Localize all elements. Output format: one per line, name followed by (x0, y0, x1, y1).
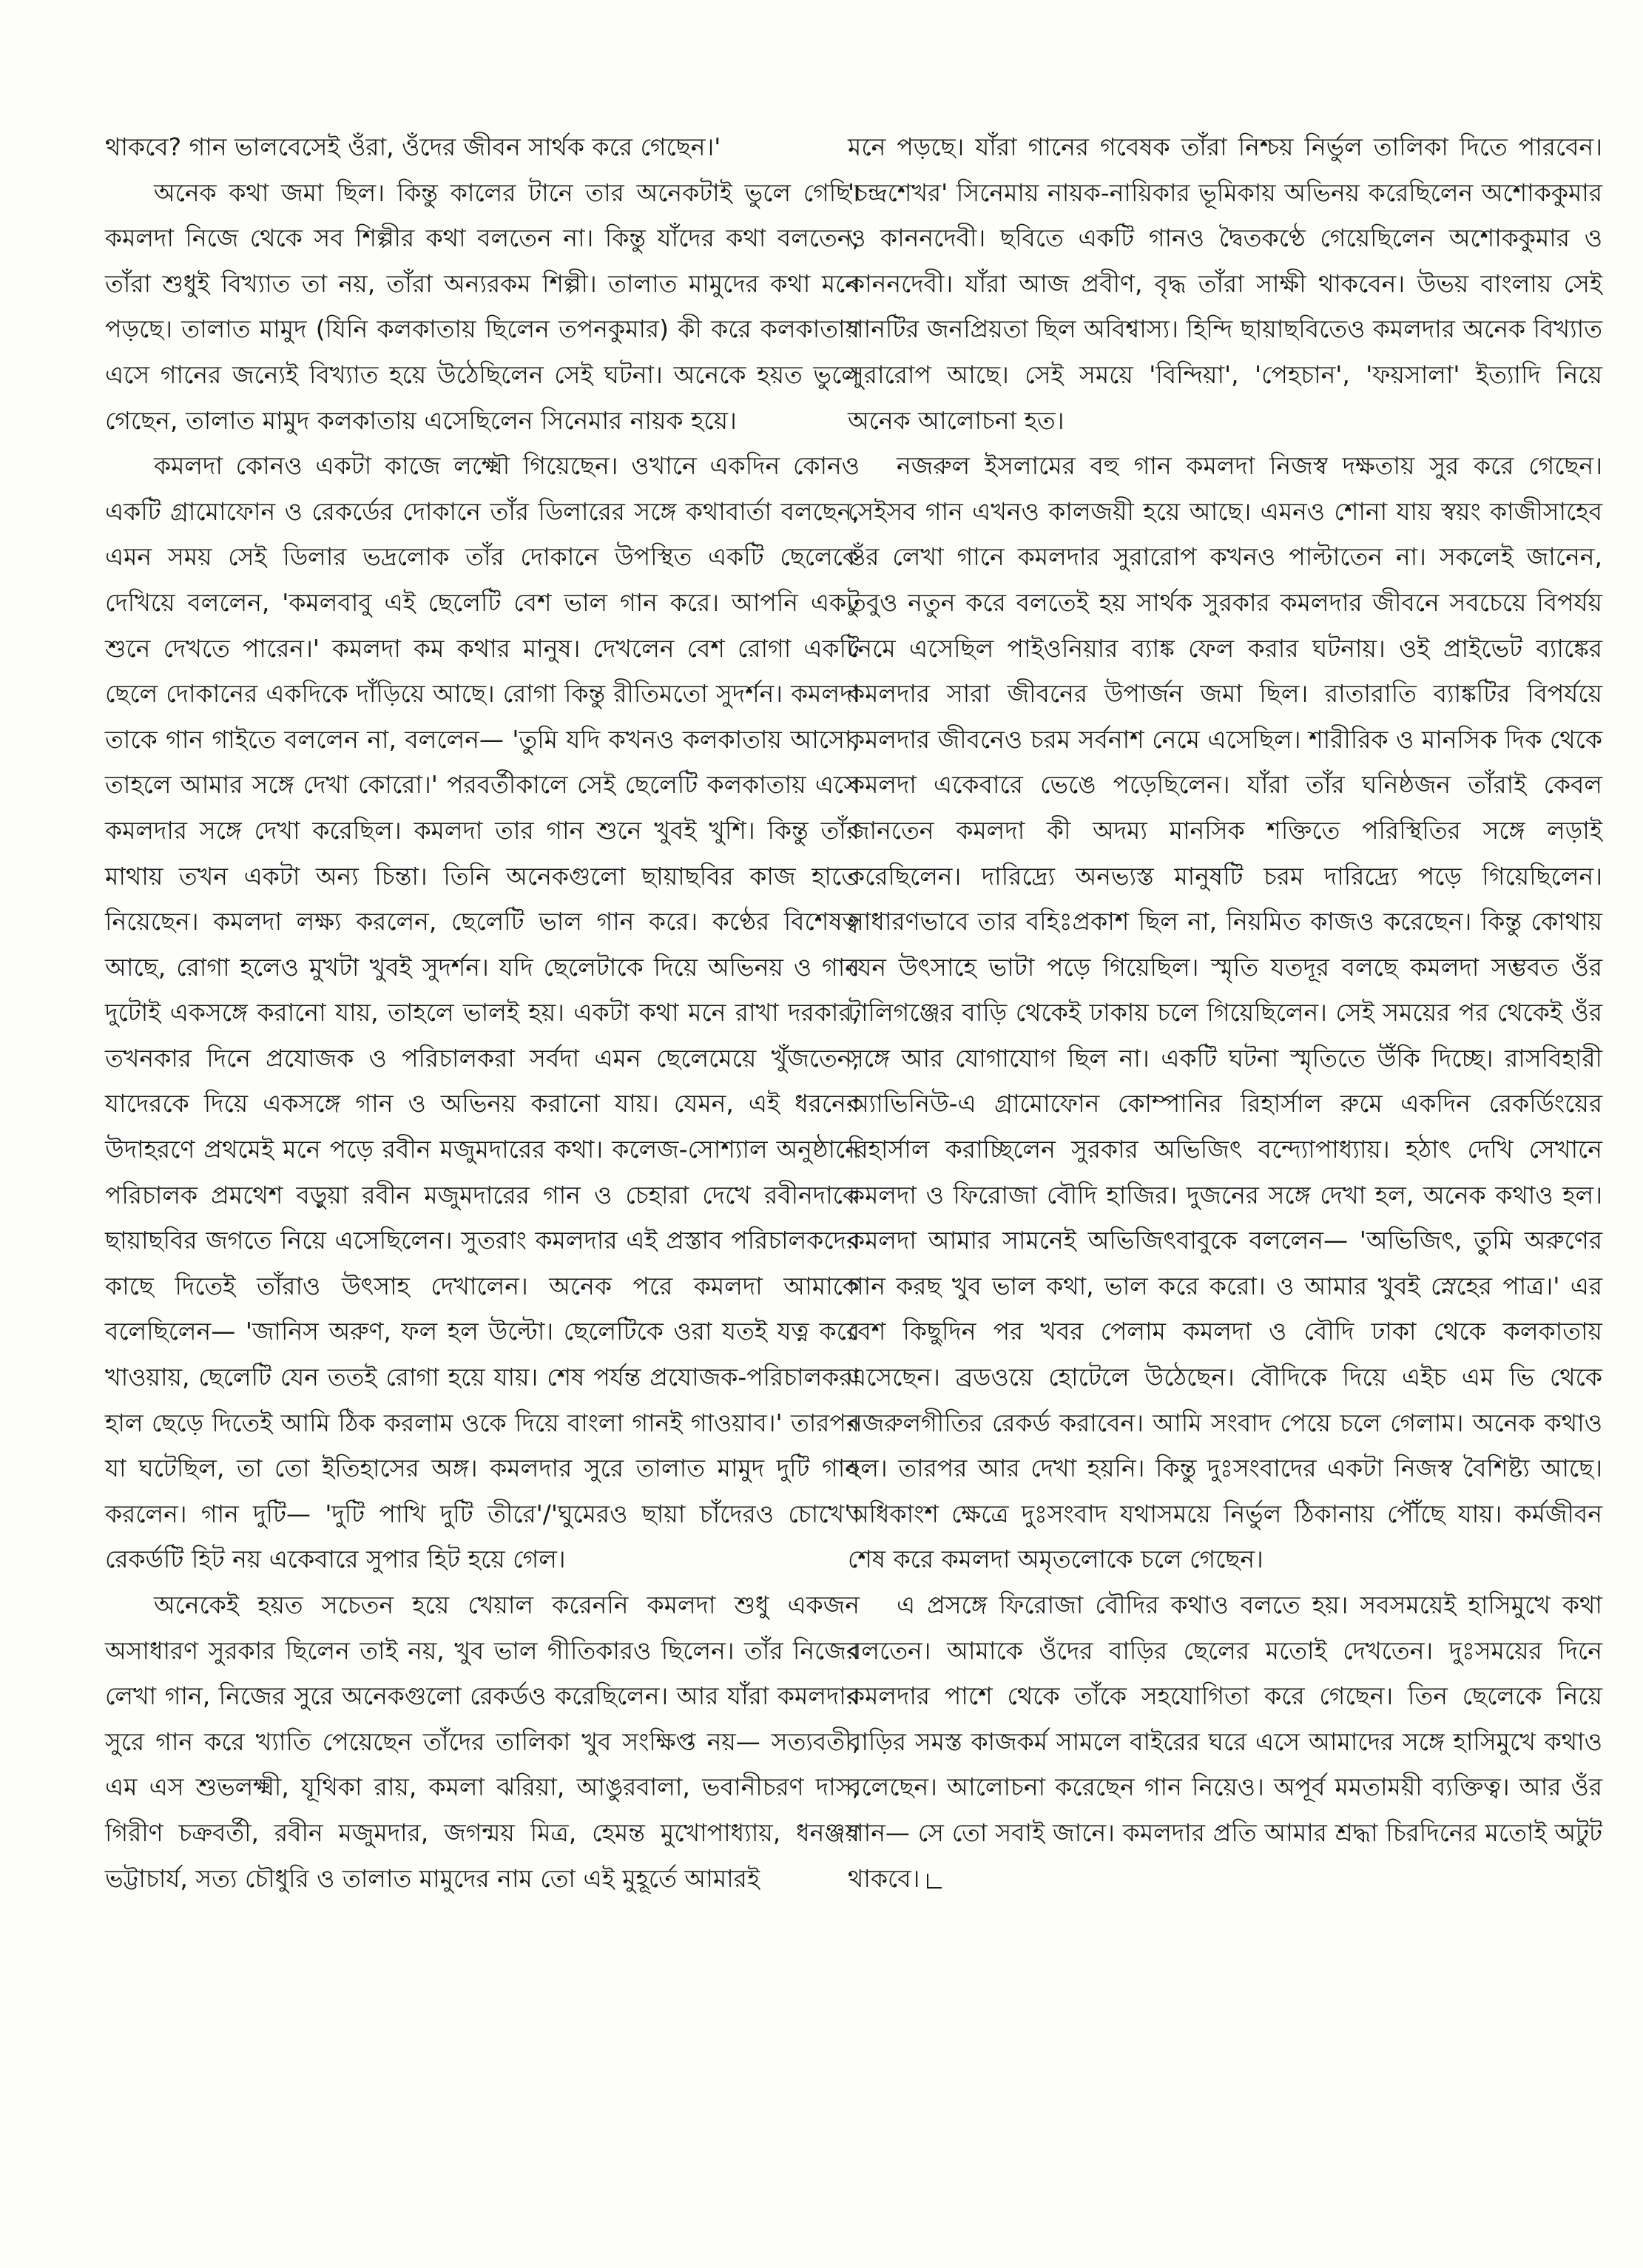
paragraph-text: এ প্রসঙ্গে ফিরোজা বৌদির কথাও বলতে হয়। সবসময়েই হাসিমুখে কথা বলতেন। আমাকে ওঁদের বাড়ির ছেলের মতোই দেখতেন। দুঃসময়ের দিনে কমলদার পাশে থেকে তাঁকে সহযোগিতা করে গেছেন। তিন ছেলেকে নিয়ে বাড়ির সমস্ত কাজকর্ম সামলে বাইরের ঘরে এসে আমাদের সঙ্গে হাসিমুখে কথাও বলেছেন। আলোচনা করেছেন গান নিয়েও। অপূর্ব মমতাময়ী ব্যক্তিত্ব। আর ওঁর গান— সে তো সবাই জানে। কমলদার প্রতি আমার শ্রদ্ধা চিরদিনের মতোই অটুট থাকবে। (848, 1590, 1602, 1893)
paragraph: মনে পড়ছে। যাঁরা গানের গবেষক তাঁরা নিশ্চয় নির্ভুল তালিকা দিতে পারবেন। 'চন্দ্রশেখর' সিনেমায় নায়ক-নায়িকার ভূমিকায় অভিনয় করেছিলেন অশোককুমার ও কাননদেবী। ছবিতে একটি গানও দ্বৈতকণ্ঠে গেয়েছিলেন অশোককুমার ও কাননদেবী। যাঁরা আজ প্রবীণ, বৃদ্ধ তাঁরা সাক্ষী থাকবেন। উভয় বাংলায় সেই গানটির জনপ্রিয়তা ছিল অবিশ্বাস্য। হিন্দি ছায়াছবিতেও কমলদার অনেক বিখ্যাত সুরারোপ আছে। সেই সময়ে 'বিন্দিয়া', 'পেহচান', 'ফয়সালা' ইত্যাদি নিয়ে অনেক আলোচনা হত। (848, 132, 1602, 435)
left-column (105, 124, 860, 1901)
paragraph: অনেক কথা জমা ছিল। কিন্তু কালের টানে তার অনেকটাই ভুলে গেছি। কমলদা নিজে থেকে সব শিল্পীর কথা বলতেন না। কিন্তু যাঁদের কথা বলতেন, তাঁরা শুধুই বিখ্যাত তা নয়, তাঁরা অন্যরকম শিল্পী। তালাত মামুদের কথা মনে পড়ছে। তালাত মামুদ (যিনি কলকাতায় ছিলেন তপনকুমার) কী করে কলকাতায় এসে গানের জন্যেই বিখ্যাত হয়ে উঠেছিলেন সেই ঘটনা। অনেকে হয়ত ভুলে গেছেন, তালাত মামুদ কলকাতায় এসেছিলেন সিনেমার নায়ক হয়ে। (105, 178, 860, 435)
end-of-article-mark (927, 1874, 942, 1889)
right-column (848, 124, 1602, 1901)
paragraph: থাকবে? গান ভালবেসেই ওঁরা, ওঁদের জীবন সার্থক করে গেছেন।' (105, 132, 721, 161)
paragraph: কমলদা কোনও একটা কাজে লক্ষ্মৌ গিয়েছেন। ওখানে একদিন কোনও একটি গ্রামোফোন ও রেকর্ডের দোকানে তাঁর ডিলারের সঙ্গে কথাবার্তা বলছেন, এমন সময় সেই ডিলার ভদ্রলোক তাঁর দোকানে উপস্থিত একটি ছেলেকে দেখিয়ে বললেন, 'কমলবাবু এই ছেলেটি বেশ ভাল গান করে। আপনি একটু শুনে দেখতে পারেন।' কমলদা কম কথার মানুষ। দেখলেন বেশ রোগা একটি ছেলে দোকানের একদিকে দাঁড়িয়ে আছে। রোগা কিন্তু রীতিমতো সুদর্শন। কমলদা তাকে গান গাইতে বললেন না, বললেন— 'তুমি যদি কখনও কলকাতায় আসো, তাহলে আমার সঙ্গে দেখা কোরো।' পরবর্তীকালে সেই ছেলেটি কলকাতায় এসে কমলদার সঙ্গে দেখা করেছিল। কমলদা তার গান শুনে খুবই খুশি। কিন্তু তাঁর মাথায় তখন একটা অন্য চিন্তা। তিনি অনেকগুলো ছায়াছবির কাজ হাতে নিয়েছেন। কমলদা লক্ষ্য করলেন, ছেলেটি ভাল গান করে। কণ্ঠের বিশেষত্ব আছে, রোগা হলেও মুখটা খুবই সুদর্শন। যদি ছেলেটাকে দিয়ে অভিনয় ও গান দুটোই একসঙ্গে করানো যায়, তাহলে ভালই হয়। একটা কথা মনে রাখা দরকার, তখনকার দিনে প্রযোজক ও পরিচালকরা সর্বদা এমন ছেলেমেয়ে খুঁজতেন, যাদেরকে দিয়ে একসঙ্গে গান ও অভিনয় করানো যায়। যেমন, এই ধরনের উদাহরণে প্রথমেই মনে পড়ে রবীন মজুমদারের কথা। কলেজ-সোশ্যাল অনুষ্ঠানে পরিচালক প্রমথেশ বড়ুয়া রবীন মজুমদারের গান ও চেহারা দেখে রবীনদাকে ছায়াছবির জগতে নিয়ে এসেছিলেন। সুতরাং কমলদার এই প্রস্তাব পরিচালকদের কাছে দিতেই তাঁরাও উৎসাহ দেখালেন। অনেক পরে কমলদা আমাকে বলেছিলেন— 'জানিস অরুণ, ফল হল উল্টো। ছেলেটিকে ওরা যতই যত্ন করে খাওয়ায়, ছেলেটি যেন ততই রোগা হয়ে যায়। শেষ পর্যন্ত প্রযোজক-পরিচালকরা হাল ছেড়ে দিতেই আমি ঠিক করলাম ওকে দিয়ে বাংলা গানই গাওয়াব।' তারপর যা ঘটেছিল, তা তো ইতিহাসের অঙ্গ। কমলদার সুরে তালাত মামুদ দুটি গান করলেন। গান দুটি— 'দুটি পাখি দুটি তীরে'/'ঘুমেরও ছায়া চাঁদেরও চোখে'। রেকর্ডটি হিট নয় একেবারে সুপার হিট হয়ে গেল। (105, 451, 860, 1574)
paragraph: অনেকেই হয়ত সচেতন হয়ে খেয়াল করেননি কমলদা শুধু একজন অসাধারণ সুরকার ছিলেন তাই নয়, খুব ভাল গীতিকারও ছিলেন। তাঁর নিজের লেখা গান, নিজের সুরে অনেকগুলো রেকর্ডও করেছিলেন। আর যাঁরা কমলদার সুরে গান করে খ্যাতি পেয়েছেন তাঁদের তালিকা খুব সংক্ষিপ্ত নয়— সত্যবতী, এম এস শুভলক্ষ্মী, যূথিকা রায়, কমলা ঝরিয়া, আঙুরবালা, ভবানীচরণ দাস, গিরীণ চক্রবর্তী, রবীন মজুমদার, জগন্ময় মিত্র, হেমন্ত মুখোপাধ্যায়, ধনঞ্জয় ভট্টাচার্য, সত্য চৌধুরি ও তালাত মামুদের নাম তো এই মুহূর্তে আমারই (105, 1590, 860, 1893)
paragraph: নজরুল ইসলামের বহু গান কমলদা নিজস্ব দক্ষতায় সুর করে গেছেন। সেইসব গান এখনও কালজয়ী হয়ে আছে। এমনও শোনা যায় স্বয়ং কাজীসাহেব ওঁর লেখা গানে কমলদার সুরারোপ কখনও পাল্টাতেন না। সকলেই জানেন, তবুও নতুন করে বলতেই হয় সার্থক সুরকার কমলদার জীবনে সবচেয়ে বিপর্যয় নেমে এসেছিল পাইওনিয়ার ব্যাঙ্ক ফেল করার ঘটনায়। ওই প্রাইভেট ব্যাঙ্কের কমলদার সারা জীবনের উপার্জন জমা ছিল। রাতারাতি ব্যাঙ্কটির বিপর্যয়ে কমলদার জীবনেও চরম সর্বনাশ নেমে এসেছিল। শারীরিক ও মানসিক দিক থেকে কমলদা একেবারে ভেঙে পড়েছিলেন। যাঁরা তাঁর ঘনিষ্ঠজন তাঁরাই কেবল জানতেন কমলদা কী অদম্য মানসিক শক্তিতে পরিস্থিতির সঙ্গে লড়াই করেছিলেন। দারিদ্র্যে অনভ্যস্ত মানুষটি চরম দারিদ্র্যে পড়ে গিয়েছিলেন। সাধারণভাবে তার বহিঃপ্রকাশ ছিল না, নিয়মিত কাজও করেছেন। কিন্তু কোথায় যেন উৎসাহে ভাটা পড়ে গিয়েছিল। স্মৃতি যতদূর বলছে কমলদা সম্ভবত ওঁর টালিগঞ্জের বাড়ি থেকেই ঢাকায় চলে গিয়েছিলেন। সেই সময়ের পর থেকেই ওঁর সঙ্গে আর যোগাযোগ ছিল না। একটি ঘটনা স্মৃতিতে উঁকি দিচ্ছে। রাসবিহারী অ্যাভিনিউ-এ গ্রামোফোন কোম্পানির রিহার্সাল রুমে একদিন রেকর্ডিংয়ের রিহার্সাল করাচ্ছিলেন সুরকার অভিজিৎ বন্দ্যোপাধ্যায়। হঠাৎ দেখি সেখানে কমলদা ও ফিরোজা বৌদি হাজির। দুজনের সঙ্গে দেখা হল, অনেক কথাও হল। কমলদা আমার সামনেই অভিজিৎবাবুকে বললেন— 'অভিজিৎ, তুমি অরুণের গান করছ খুব ভাল কথা, ভাল করে করো। ও আমার খুবই স্নেহের পাত্র।' এর বেশ কিছুদিন পর খবর পেলাম কমলদা ও বৌদি ঢাকা থেকে কলকাতায় এসেছেন। ব্রডওয়ে হোটেলে উঠেছেন। বৌদিকে দিয়ে এইচ এম ভি থেকে নজরুলগীতির রেকর্ড করাবেন। আমি সংবাদ পেয়ে চলে গেলাম। অনেক কথাও হল। তারপর আর দেখা হয়নি। কিন্তু দুঃসংবাদের একটা নিজস্ব বৈশিষ্ট্য আছে। অধিকাংশ ক্ষেত্রে দুঃসংবাদ যথাসময়ে নির্ভুল ঠিকানায় পৌঁছে যায়। কর্মজীবন শেষ করে কমলদা অমৃতলোকে চলে গেছেন। (848, 451, 1602, 1574)
paragraph (848, 1582, 1602, 1901)
